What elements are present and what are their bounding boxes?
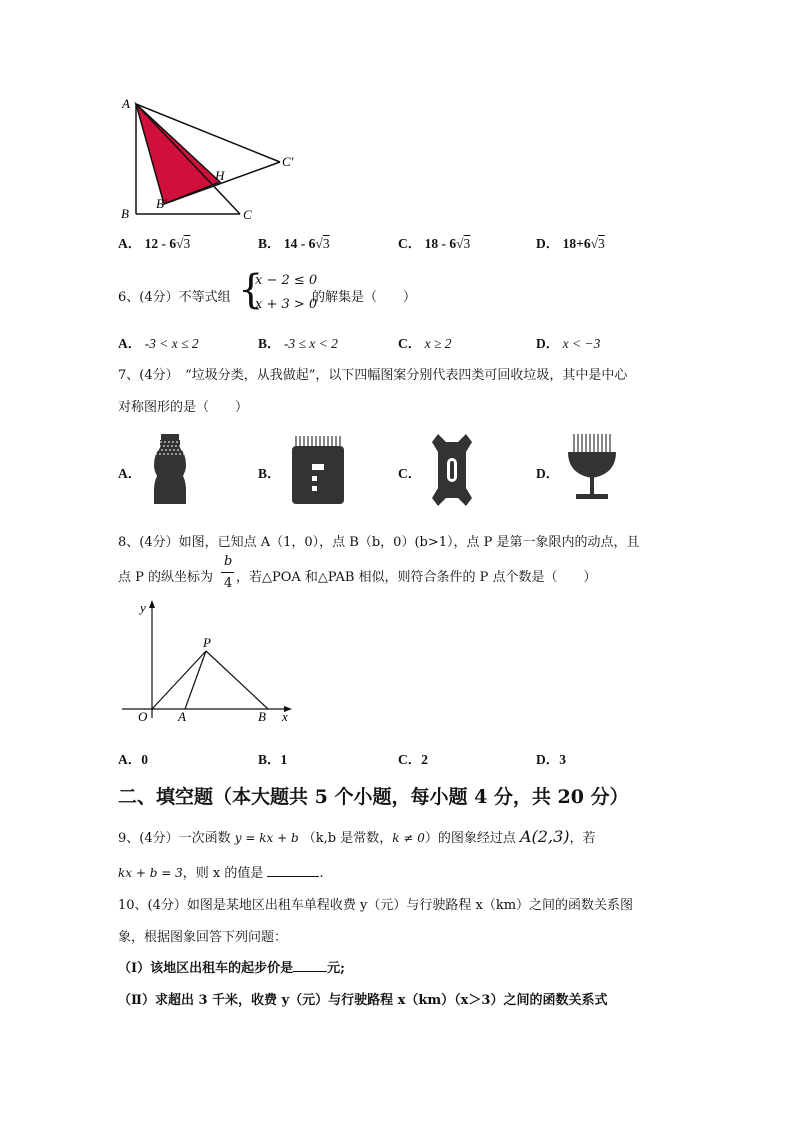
q10-line2: 象，根据图象回答下列问题： bbox=[118, 930, 288, 945]
q8-fraction-numerator: b bbox=[224, 554, 233, 569]
q5-option-c[interactable]: C． 18 - 6√3 bbox=[398, 236, 471, 251]
label-H: H bbox=[215, 168, 225, 183]
label-Cprime: C′ bbox=[282, 154, 294, 169]
q8-stem-line1: 8、(4分）如图，已知点 A（1，0），点 B（b，0）(b>1），点 P 是第一象限内的动点，且 bbox=[118, 535, 640, 550]
q7-option-d[interactable]: D． bbox=[536, 466, 560, 481]
q8-fraction-denominator: 4 bbox=[224, 576, 233, 591]
q6-option-c[interactable]: C． x ≥ 2 bbox=[398, 336, 452, 351]
q8-option-b[interactable]: B．1 bbox=[258, 752, 288, 767]
label-Bprime: B′ bbox=[156, 196, 167, 211]
q5-option-d[interactable]: D． 18+6√3 bbox=[536, 236, 605, 251]
q8-stem-line2-prefix: 点 P 的纵坐标为 bbox=[118, 570, 214, 585]
q7-stem-line2: 对称图形的是（ ） bbox=[118, 400, 249, 415]
label-B: B bbox=[121, 206, 129, 221]
q6-brace: { bbox=[238, 267, 264, 313]
q8-fraction-bar bbox=[221, 572, 234, 573]
label-A: A bbox=[122, 96, 130, 111]
q7-option-c[interactable]: C． bbox=[398, 466, 422, 481]
q10-answer-blank[interactable] bbox=[293, 959, 327, 972]
wrench-icon bbox=[430, 432, 474, 508]
q7-stem-line1: 7、(4分） “垃圾分类，从我做起”，以下四幅图案分别代表四类可回收垃圾，其中是中心 bbox=[118, 368, 628, 383]
label-A: A bbox=[178, 709, 186, 724]
q8-coordinate-figure bbox=[118, 596, 308, 728]
q8-stem-line2-suffix: ，若△POA 和△PAB 相似，则符合条件的 P 点个数是（ ） bbox=[236, 570, 597, 585]
section-heading-fill-in: 二、填空题（本大题共 5 个小题，每小题 4 分，共 20 分） bbox=[118, 786, 629, 808]
q6-inequality-2: x + 3 > 0 bbox=[255, 297, 318, 312]
q7-option-a[interactable]: A． bbox=[118, 466, 142, 481]
q9-answer-blank[interactable] bbox=[267, 864, 319, 877]
q9-line2: kx + b = 3，则 x 的值是 . bbox=[118, 866, 324, 881]
bottle-icon bbox=[150, 432, 190, 508]
q10-line1: 10、(4分）如图是某地区出租车单程收费 y（元）与行驶路程 x（km）之间的函数关系图 bbox=[118, 898, 634, 913]
q5-option-b[interactable]: B． 14 - 6√3 bbox=[258, 236, 330, 251]
q6-stem-prefix: 6、(4分）不等式组 bbox=[118, 290, 231, 305]
paper-box-icon bbox=[290, 434, 346, 506]
q6-option-b[interactable]: B． -3 ≤ x < 2 bbox=[258, 336, 338, 351]
q5-option-a[interactable]: A． 12 - 6√3 bbox=[118, 236, 191, 251]
q6-option-a[interactable]: A． -3 < x ≤ 2 bbox=[118, 336, 199, 351]
q6-inequality-1: x − 2 ≤ 0 bbox=[255, 273, 318, 288]
q10-part1: （Ⅰ）该地区出租车的起步价是 元; bbox=[118, 961, 345, 976]
glass-cup-icon bbox=[566, 432, 618, 502]
q9-line1: 9、(4分）一次函数 y = kx + b （k,b 是常数，k ≠ 0）的图象经过点 A(2,3)，若 bbox=[118, 827, 596, 846]
label-C: C bbox=[243, 207, 252, 222]
q8-option-a[interactable]: A．0 bbox=[118, 752, 148, 767]
q6-option-d[interactable]: D． x < −3 bbox=[536, 336, 601, 351]
q10-part2: （Ⅱ）求超出 3 千米，收费 y（元）与行驶路程 x（km）（x＞3）之间的函数关系式 bbox=[118, 993, 608, 1008]
q6-stem-suffix: 的解集是（ ） bbox=[312, 290, 417, 305]
axis-label-x: x bbox=[282, 709, 288, 724]
label-O: O bbox=[138, 709, 148, 724]
label-B: B bbox=[258, 709, 266, 724]
q5-triangle-figure bbox=[112, 92, 312, 232]
q8-option-c[interactable]: C．2 bbox=[398, 752, 428, 767]
axis-label-y: y bbox=[140, 600, 146, 615]
q7-option-b[interactable]: B． bbox=[258, 466, 281, 481]
q8-option-d[interactable]: D．3 bbox=[536, 752, 566, 767]
label-P: P bbox=[203, 635, 211, 650]
